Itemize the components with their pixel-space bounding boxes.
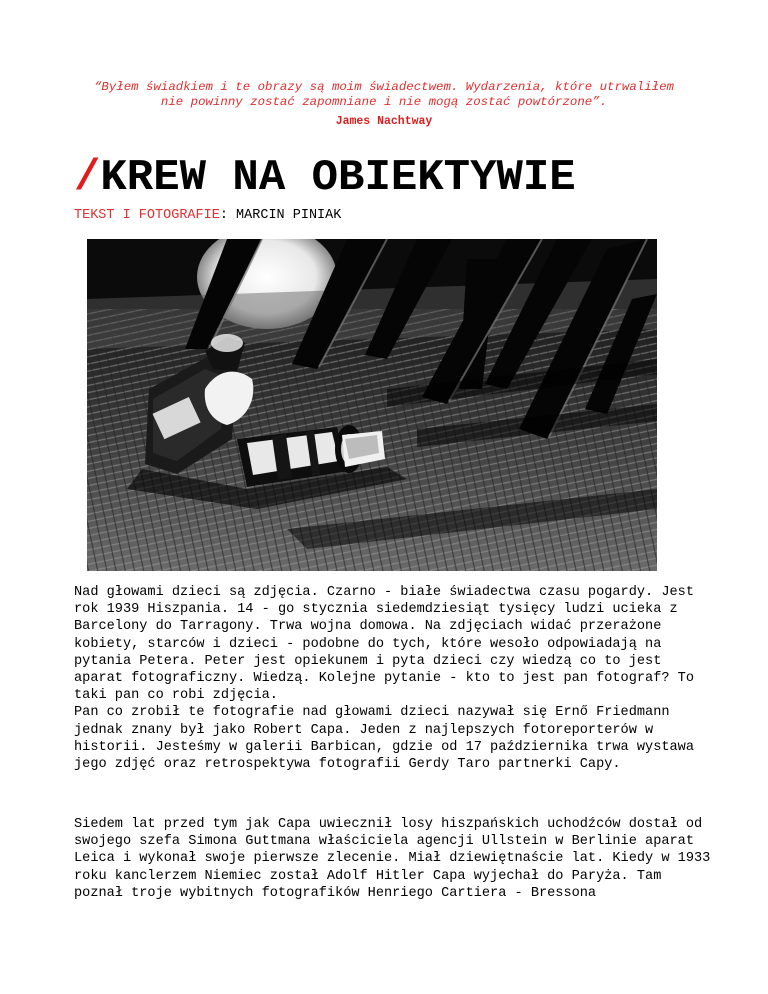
title-text: KREW NA OBIEKTYWIE — [100, 153, 576, 203]
paragraph-2: Siedem lat przed tym jak Capa uwiecznił losy hiszpańskich uchodźców dostał od swojego szefa Simona Guttmana właściciela agencji Ullstein w Berlinie aparat Leica i wykonał swoje pierwsze zlecenie. Miał dziewiętnaście lat. Kiedy w 1933 roku kanclerzem Niemiec został Adolf Hitler Capa wyjechał do Paryża. Tam poznał troje wybitnych fotografików Henriego Cartiera - Bressona — [74, 817, 711, 901]
quote-line-1: “Byłem świadkiem i te obrazy są moim świadectwem. Wydarzenia, które utrwaliłem — [94, 80, 674, 94]
article-paragraph-1 — [74, 584, 714, 773]
title-slash: / — [74, 153, 101, 203]
byline-label: TEKST I FOTOGRAFIE — [74, 208, 220, 223]
byline — [74, 208, 341, 224]
article-photo — [87, 239, 657, 571]
photo-camera-on-floor — [87, 239, 657, 571]
article-paragraph-2 — [74, 816, 714, 902]
byline-separator: : — [219, 208, 228, 223]
paragraph-1a: Nad głowami dzieci są zdjęcia. Czarno - białe świadectwa czasu pogardy. Jest rok 1939 Hiszpania. 14 - go stycznia siedemdziesiąt tysięcy ludzi ucieka z Barcelony do Tarragony. Trwa wojna domowa. Na zdjęciach widać przerażone kobiety, starców i dzieci - podobne do tych, które wesoło odpowiadają na pytania Petera. Peter jest opiekunem i pyta dzieci czy wiedzą co to jest aparat fotograficzny. Wiedzą. Kolejne pytanie - kto to jest pan fotograf? To taki pan co robi zdjęcia. — [74, 585, 694, 704]
quote-author: James Nachtway — [335, 115, 433, 128]
quote-line-2: nie powinny zostać zapomniane i nie mogą zostać powtórzone”. — [160, 95, 608, 109]
byline-author: MARCIN PINIAK — [236, 208, 342, 223]
epigraph-quote — [40, 80, 728, 110]
article-title — [74, 152, 734, 204]
paragraph-1b: Pan co zrobił te fotografie nad głowami dzieci nazywał się Ernő Friedmann jednak znany był jako Robert Capa. Jeden z najlepszych fotoreporterów w historii. Jesteśmy w galerii Barbican, gdzie od 17 października trwa wystawa jego zdjęć oraz retrospektywa fotografii Gerdy Taro partnerki Capy. — [74, 705, 694, 773]
